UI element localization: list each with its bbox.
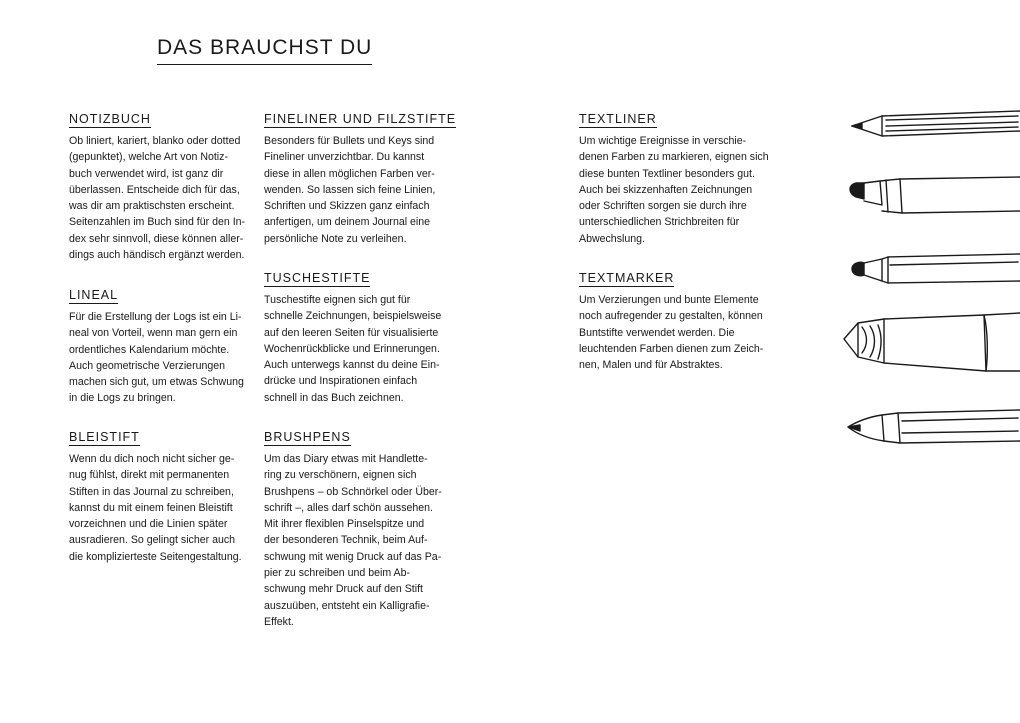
body-line: Besonders für Bullets und Keys sind xyxy=(264,135,435,147)
body-line: vorzeichnen und die Linien später xyxy=(69,518,228,531)
body-line: oder Schriften sorgen sie durch ihre xyxy=(579,200,747,213)
body-line: Effekt. xyxy=(264,615,294,628)
body-line: schnelle Zeichnungen, beispielsweise xyxy=(264,310,442,323)
pens-illustration xyxy=(838,95,1020,455)
body-line: der besonderen Technik, beim Auf- xyxy=(264,534,428,547)
section-body xyxy=(264,133,456,247)
section-heading: BRUSHPENS xyxy=(264,430,351,444)
body-line: machen sich gut, um etwas Schwung xyxy=(69,376,244,389)
body-line: Tuschestifte eignen sich gut für xyxy=(264,294,411,306)
body-line: Mit ihrer flexiblen Pinselspitze und xyxy=(264,518,425,531)
body-line: Auch unterwegs kannst du deine Ein- xyxy=(264,359,440,372)
section-tuschestifte xyxy=(264,269,441,406)
section-heading: LINEAL xyxy=(69,288,119,302)
body-line: überlassen. Entscheide dich für das, xyxy=(69,183,240,196)
body-line: noch aufregender zu gestalten, können xyxy=(579,310,763,323)
body-line: nug fühlst, direkt mit permanenten xyxy=(69,469,230,482)
body-line: Stiften in das Journal zu schreiben, xyxy=(69,485,234,498)
body-line: drücke und Inspirationen einfach xyxy=(264,375,418,388)
body-line: unterschiedlichen Strichbreiten für xyxy=(579,216,740,229)
marker-icon xyxy=(850,177,1020,213)
section-heading: NOTIZBUCH xyxy=(69,112,151,126)
section-body xyxy=(264,451,442,630)
section-notizbuch xyxy=(69,110,245,263)
body-line: in die Logs zu bringen. xyxy=(69,392,176,405)
section-brushpens xyxy=(264,428,442,630)
body-line: persönliche Note zu verleihen. xyxy=(264,232,407,245)
section-bleistift xyxy=(69,428,242,565)
body-line: ordentliches Kalendarium möchte. xyxy=(69,343,230,356)
body-line: schwung mit wenig Druck auf das Pa- xyxy=(264,550,442,563)
body-line: Brushpens – ob Schnörkel oder Über- xyxy=(264,485,442,498)
page-title: DAS BRAUCHST DU xyxy=(157,36,372,65)
section-textmarker xyxy=(579,269,763,373)
body-line: wenden. So lassen sich feine Linien, xyxy=(264,183,436,196)
body-line: ausradieren. So gelingt sicher auch xyxy=(69,534,236,547)
body-line: Um wichtige Ereignisse in verschie- xyxy=(579,135,747,147)
section-heading: TEXTMARKER xyxy=(579,271,675,285)
body-line: diese bunten Textliner besonders gut. xyxy=(579,167,755,180)
body-line: ring zu verschönern, eignen sich xyxy=(264,469,417,482)
section-body xyxy=(579,133,769,247)
body-line: dex sehr sinnvoll, diese können aller- xyxy=(69,232,244,245)
body-line: Wenn du dich noch nicht sicher ge- xyxy=(69,453,235,465)
body-line: kannst du mit einem feinen Bleistift xyxy=(69,501,233,514)
body-line: Fineliner unverzichtbar. Du kannst xyxy=(264,151,425,164)
body-line: neal von Vorteil, wenn man gern ein xyxy=(69,327,238,340)
body-line: schnell in das Buch zeichnen. xyxy=(264,391,404,404)
body-line: was dir am praktischsten erscheint. xyxy=(69,200,235,213)
body-line: anfertigen, um deinem Journal eine xyxy=(264,216,431,229)
body-line: Schriften und Skizzen ganz einfach xyxy=(264,200,430,213)
body-line: (gepunktet), welche Art von Notiz- xyxy=(69,151,228,164)
section-heading: FINELINER UND FILZSTIFTE xyxy=(264,112,457,126)
section-body xyxy=(69,451,242,565)
body-line: nen, Malen und für Abstraktes. xyxy=(579,359,723,372)
body-line: Auch bei skizzenhaften Zeichnungen xyxy=(579,183,753,196)
section-body xyxy=(69,309,244,407)
section-heading: TEXTLINER xyxy=(579,112,657,126)
body-line: Wochenrückblicke und Erinnerungen. xyxy=(264,342,440,355)
body-line: schwung mehr Druck auf den Stift xyxy=(264,583,423,596)
body-line: dings auch händisch ergänzt werden. xyxy=(69,249,245,262)
body-line: Ob liniert, kariert, blanko oder dotted xyxy=(69,135,241,147)
fineliner-icon xyxy=(852,254,1020,283)
body-line: schrift –, alles darf schön aussehen. xyxy=(264,501,434,514)
body-line: auf den leeren Seiten für visualisierte xyxy=(264,326,439,339)
body-line: Für die Erstellung der Logs ist ein Li- xyxy=(69,311,242,323)
body-line: diese in allen möglichen Farben ver- xyxy=(264,167,435,180)
pencil-icon xyxy=(852,111,1020,136)
brush-pen-icon xyxy=(848,410,1020,443)
body-line: Um Verzierungen und bunte Elemente xyxy=(579,294,759,306)
section-heading: BLEISTIFT xyxy=(69,430,140,444)
body-line: denen Farben zu markieren, eignen sich xyxy=(579,151,769,164)
body-line: Um das Diary etwas mit Handlette- xyxy=(264,453,428,465)
body-line: pier zu schreiben und beim Ab- xyxy=(264,567,411,580)
body-line: buch verwendet wird, ist ganz dir xyxy=(69,167,224,180)
body-line: Abwechslung. xyxy=(579,232,645,245)
section-fineliner xyxy=(264,110,456,247)
section-body xyxy=(579,292,763,373)
section-lineal xyxy=(69,286,244,407)
section-body xyxy=(69,133,245,263)
body-line: Seitenzahlen im Buch sind für den In- xyxy=(69,216,246,229)
highlighter-icon xyxy=(844,313,1020,371)
section-body xyxy=(264,292,441,406)
section-textliner xyxy=(579,110,769,247)
body-line: leuchtenden Farben dienen zum Zeich- xyxy=(579,342,764,355)
body-line: Auch geometrische Verzierungen xyxy=(69,359,226,372)
body-line: Buntstifte verwendet werden. Die xyxy=(579,326,735,339)
body-line: auszuüben, entsteht ein Kalligrafie- xyxy=(264,599,430,612)
body-line: die komplizierteste Seitengestaltung. xyxy=(69,550,242,563)
section-heading: TUSCHESTIFTE xyxy=(264,271,371,285)
